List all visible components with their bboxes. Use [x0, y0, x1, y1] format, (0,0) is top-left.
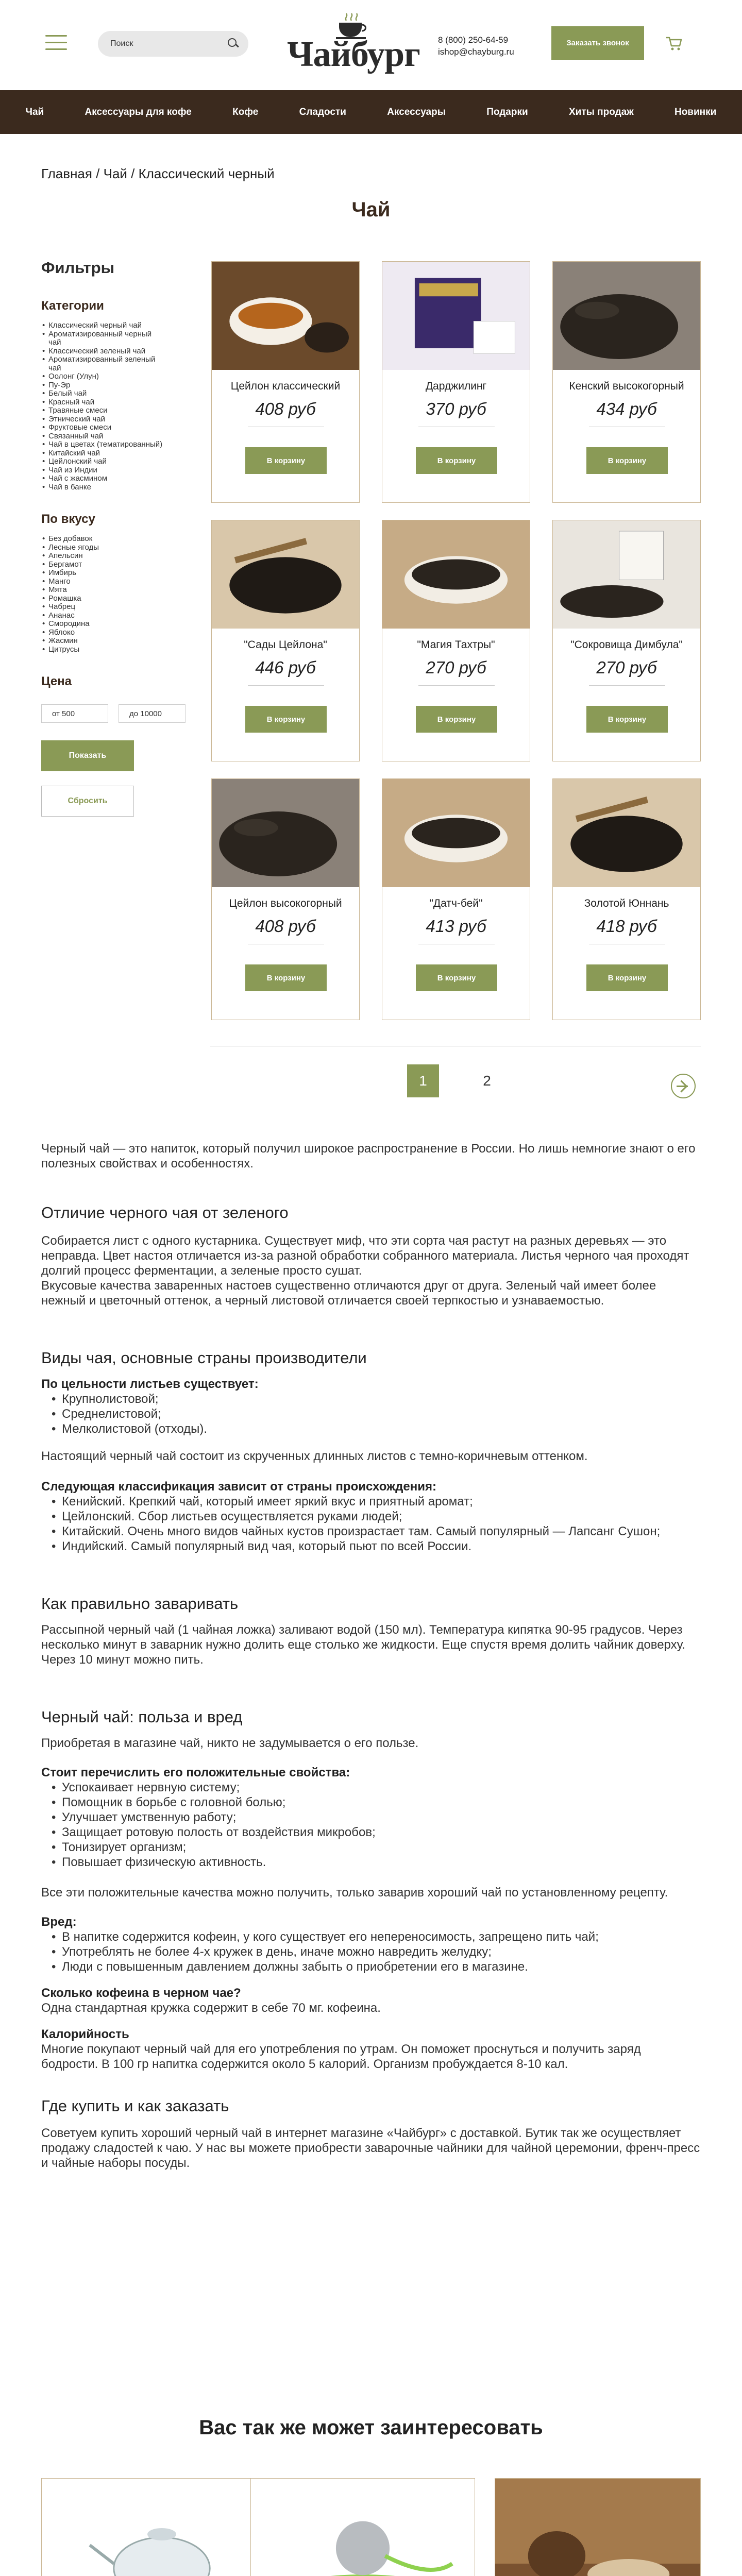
- article-paragraph: Все эти положительные качества можно получить, только заварив хороший чай по установленному рецепту.: [41, 1886, 668, 1900]
- product-image[interactable]: [212, 520, 359, 629]
- taste-item[interactable]: • Лесные ягоды: [41, 544, 165, 552]
- cat-item[interactable]: • Чай в цветах (тематированный): [41, 440, 165, 449]
- article-subheading: Стоит перечислить его положительные свойства:: [41, 1766, 350, 1780]
- add-to-cart-button[interactable]: В корзину: [586, 964, 668, 991]
- product-image[interactable]: [553, 262, 700, 370]
- article-subheading: По цельности листьев существует:: [41, 1377, 259, 1391]
- product-price: 418 руб: [596, 917, 657, 936]
- header: [0, 0, 742, 90]
- good-item: • Защищает ротовую полость от воздействия микробов;: [41, 1825, 701, 1840]
- product-price: 434 руб: [596, 399, 657, 418]
- product-name[interactable]: Кенский высокогорный: [569, 380, 684, 392]
- product-price: 370 руб: [426, 399, 486, 418]
- taste-list: [41, 535, 165, 654]
- article-paragraph: Рассыпной черный чай (1 чайная ложка) заливают водой (150 мл). Температура кипятка 90-95 градусов. Через несколько минут в заварник нужно долить еще столько же жидкости. Еще спустя время долить чайник доверху. Через 10 минут можно пить.: [41, 1623, 685, 1667]
- add-to-cart-button[interactable]: В корзину: [586, 447, 668, 474]
- article-paragraph: Одна стандартная кружка содержит в себе 70 мг. кофеина.: [41, 2001, 381, 2015]
- header-email[interactable]: ishop@chayburg.ru: [438, 47, 514, 57]
- article-heading: Виды чая, основные страны производители: [41, 1349, 367, 1367]
- product-card[interactable]: [382, 778, 530, 1020]
- product-price: 413 руб: [426, 917, 486, 936]
- product-name[interactable]: "Датч-бей": [429, 897, 483, 909]
- page-2-button[interactable]: 2: [483, 1073, 491, 1089]
- add-to-cart-button[interactable]: В корзину: [586, 706, 668, 733]
- article-paragraph: Настоящий черный чай состоит из скрученных длинных листов с темно-коричневым оттенком.: [41, 1449, 588, 1463]
- recommend-card[interactable]: [495, 2478, 701, 2576]
- product-card[interactable]: [382, 520, 530, 761]
- product-image[interactable]: [212, 779, 359, 887]
- product-image[interactable]: [382, 779, 530, 887]
- seo-article: [41, 1141, 701, 2171]
- next-page-arrow-icon[interactable]: [671, 1074, 696, 1098]
- recommend-card[interactable]: [250, 2478, 475, 2576]
- product-card[interactable]: [382, 261, 530, 503]
- search-input[interactable]: [110, 39, 228, 48]
- cat-item[interactable]: • Классический черный чай: [41, 321, 165, 330]
- cat-item[interactable]: • Чай из Индии: [41, 466, 165, 475]
- cat-item[interactable]: • Этнический чай: [41, 415, 165, 424]
- taste-item[interactable]: • Ананас: [41, 612, 165, 620]
- taste-item[interactable]: • Яблоко: [41, 629, 165, 637]
- article-heading: Отличие черного чая от зеленого: [41, 1204, 289, 1222]
- taste-item[interactable]: • Смородина: [41, 620, 165, 629]
- nav-item-sweets[interactable]: Сладости: [299, 106, 346, 117]
- product-price: 270 руб: [426, 658, 486, 677]
- search-icon[interactable]: [228, 38, 239, 49]
- taste-item[interactable]: • Жасмин: [41, 637, 165, 646]
- taste-item[interactable]: • Чабрец: [41, 603, 165, 612]
- product-name[interactable]: Цейлон классический: [230, 380, 341, 392]
- nav-item-coffee[interactable]: Кофе: [232, 106, 259, 117]
- product-image[interactable]: [382, 262, 530, 370]
- filters-panel: [41, 259, 165, 817]
- cat-item[interactable]: • Китайский чай: [41, 449, 165, 458]
- product-card[interactable]: [552, 778, 701, 1020]
- taste-item[interactable]: • Имбирь: [41, 569, 165, 578]
- country-list: [41, 1494, 701, 1554]
- article-paragraph: Многие покупают черный чай для его употребления по утрам. Он поможет проснуться и получить заряд бодрости. В 100 гр напитка содержится около 5 калорий. Организм пробуждается 8-10 кал.: [41, 2042, 641, 2071]
- article-paragraph: Вкусовые качества заваренных настоев существенно отличаются друг от друга. Зеленый чай имеет более нежный и цветочный оттенок, а черный листовой отличается своей терпкостью и узнаваемостью.: [41, 1279, 656, 1308]
- menu-icon[interactable]: [45, 35, 67, 52]
- price-to-input[interactable]: [119, 704, 185, 723]
- taste-item[interactable]: • Мята: [41, 586, 165, 595]
- logo[interactable]: [282, 11, 425, 78]
- show-button[interactable]: Показать: [41, 740, 134, 771]
- cat-item[interactable]: • Пу-Эр: [41, 381, 165, 390]
- good-item: • Тонизирует организм;: [41, 1840, 701, 1855]
- page-title: Чай: [351, 198, 391, 221]
- nav-item-coffee-accessories[interactable]: Аксессуары для кофе: [85, 106, 192, 117]
- article-paragraph: Приобретая в магазине чай, никто не задумывается о его пользе.: [41, 1736, 419, 1750]
- good-item: • Повышает физическую активность.: [41, 1855, 701, 1870]
- product-name[interactable]: "Сокровища Димбула": [570, 639, 683, 651]
- recommend-card[interactable]: [41, 2478, 282, 2576]
- article-heading: Где купить и как заказать: [41, 2097, 229, 2115]
- cat-item[interactable]: • Травяные смеси: [41, 406, 165, 415]
- product-card[interactable]: [211, 778, 360, 1020]
- product-image[interactable]: [212, 262, 359, 370]
- cat-item[interactable]: • Классический зеленый чай: [41, 347, 165, 356]
- product-card[interactable]: [552, 261, 701, 503]
- breadcrumb[interactable]: Главная / Чай / Классический черный: [41, 166, 275, 181]
- recommend-title: Вас так же может заинтересовать: [199, 2416, 543, 2439]
- article-heading: Черный чай: польза и вред: [41, 1708, 243, 1726]
- divider: [418, 685, 495, 686]
- nav-item-accessories[interactable]: Аксессуары: [387, 106, 446, 117]
- price-range: [41, 704, 165, 723]
- categories-list: [41, 321, 165, 492]
- harm-list: [41, 1929, 701, 1974]
- article-intro: Черный чай — это напиток, который получил широкое распространение в России. Но лишь немногие знают о его полезных свойствах и особенностях.: [41, 1142, 696, 1171]
- header-contacts: [438, 34, 514, 58]
- product-name[interactable]: "Магия Тахтры": [417, 639, 495, 651]
- cat-item[interactable]: • Чай с жасмином: [41, 474, 165, 483]
- add-to-cart-button[interactable]: В корзину: [245, 964, 327, 991]
- cat-item[interactable]: • Фруктовые смеси: [41, 423, 165, 432]
- cat-item[interactable]: • Красный чай: [41, 398, 165, 407]
- taste-item[interactable]: • Без добавок: [41, 535, 165, 544]
- reset-button[interactable]: Сбросить: [41, 786, 134, 817]
- add-to-cart-button[interactable]: В корзину: [416, 706, 497, 733]
- logo-text: Чайбург: [287, 35, 420, 74]
- article-subheading: Вред:: [41, 1915, 77, 1929]
- article-heading: Как правильно заваривать: [41, 1595, 239, 1613]
- categories-title: Категории: [41, 299, 104, 313]
- divider: [248, 685, 324, 686]
- product-image[interactable]: [382, 520, 530, 629]
- filters-title: Фильтры: [41, 259, 115, 277]
- benefits-list: [41, 1780, 701, 1870]
- cat-item[interactable]: • Белый чай: [41, 389, 165, 398]
- product-image[interactable]: [553, 520, 700, 629]
- good-item: • Улучшает умственную работу;: [41, 1810, 701, 1825]
- product-price: 408 руб: [255, 399, 316, 418]
- cat-item[interactable]: • Чай в банке: [41, 483, 165, 492]
- product-price: 270 руб: [596, 658, 657, 677]
- nav-item-bestsellers[interactable]: Хиты продаж: [568, 106, 634, 117]
- product-name[interactable]: Цейлон высокогорный: [229, 897, 342, 909]
- product-name[interactable]: Дарджилинг: [425, 380, 487, 392]
- cat-item[interactable]: • Ароматизированный зеленый чай: [41, 355, 165, 372]
- good-item: • Помощник в борьбе с головной болью;: [41, 1795, 701, 1810]
- taste-title: По вкусу: [41, 512, 95, 526]
- add-to-cart-button[interactable]: В корзину: [245, 706, 327, 733]
- cart-icon[interactable]: [666, 36, 682, 52]
- nav-item-tea[interactable]: Чай: [25, 106, 44, 117]
- leaf-item: • Крупнолистовой;: [41, 1392, 701, 1406]
- product-name[interactable]: Золотой Юннань: [584, 897, 669, 909]
- product-price: 446 руб: [255, 658, 316, 677]
- main-nav: [0, 90, 742, 134]
- harm-item: • В напитке содержится кофеин, у кого существует его непереносимость, запрещено пить чай;: [41, 1929, 701, 1944]
- product-image[interactable]: [42, 2479, 282, 2576]
- cat-item[interactable]: • Цейлонский чай: [41, 457, 165, 466]
- taste-item[interactable]: • Манго: [41, 578, 165, 586]
- good-item: • Успокаивает нервную систему;: [41, 1780, 701, 1795]
- leaf-item: • Среднелистовой;: [41, 1406, 701, 1421]
- taste-item[interactable]: • Ромашка: [41, 595, 165, 603]
- product-price: 408 руб: [255, 917, 316, 936]
- header-phone[interactable]: 8 (800) 250-64-59: [438, 35, 509, 45]
- country-item: • Индийский. Самый популярный вид чая, который пьют по всей России.: [41, 1539, 701, 1554]
- cat-item[interactable]: • Ароматизированный черный чай: [41, 330, 165, 347]
- product-card[interactable]: [211, 520, 360, 761]
- leaf-item: • Мелколистовой (отходы).: [41, 1421, 701, 1436]
- nav-item-new[interactable]: Новинки: [674, 106, 717, 117]
- harm-item: • Люди с повышенным давлением должны забыть о приобретении его в магазине.: [41, 1959, 701, 1974]
- product-card[interactable]: [211, 261, 360, 503]
- article-paragraph: Собирается лист с одного кустарника. Существует миф, что эти сорта чая растут на разных деревьях — это неправда. Цвет настоя отличается из-за разной обработки собранного материала. Листья черного чая проходят долгий процесс ферментации, а зеленые просто сушат.: [41, 1234, 689, 1278]
- page-1-button[interactable]: 1: [407, 1064, 439, 1097]
- taste-item[interactable]: • Цитрусы: [41, 646, 165, 654]
- taste-item[interactable]: • Бергамот: [41, 561, 165, 569]
- nav-item-gifts[interactable]: Подарки: [486, 106, 528, 117]
- product-image[interactable]: [495, 2479, 700, 2576]
- add-to-cart-button[interactable]: В корзину: [416, 964, 497, 991]
- cat-item[interactable]: • Связанный чай: [41, 432, 165, 441]
- article-paragraph: Советуем купить хороший черный чай в интернет магазине «Чайбург» с доставкой. Бутик так же осуществляет продажу сладостей к чаю. У нас вы можете приобрести заварочные чайники для чайной церемонии, френч-пресс и чайные наборы посуды.: [41, 2126, 700, 2170]
- price-title: Цена: [41, 674, 72, 688]
- product-image[interactable]: [553, 779, 700, 887]
- country-item: • Кенийский. Крепкий чай, который имеет яркий вкус и приятный аромат;: [41, 1494, 701, 1509]
- article-subheading: Сколько кофеина в черном чае?: [41, 1986, 241, 2000]
- product-image[interactable]: [251, 2479, 475, 2576]
- product-name[interactable]: "Сады Цейлона": [244, 639, 327, 651]
- article-subheading: Следующая классификация зависит от страны происхождения:: [41, 1480, 436, 1494]
- call-request-button[interactable]: Заказать звонок: [551, 26, 644, 60]
- harm-item: • Употреблять не более 4-х кружек в день, иначе можно навредить желудку;: [41, 1944, 701, 1959]
- leaf-types-list: [41, 1392, 701, 1436]
- cat-item[interactable]: • Оолонг (Улун): [41, 372, 165, 381]
- product-card[interactable]: [552, 520, 701, 761]
- add-to-cart-button[interactable]: В корзину: [416, 447, 497, 474]
- divider: [589, 685, 665, 686]
- country-item: • Китайский. Очень много видов чайных кустов произрастает там. Самый популярный — Лапсанг Сушон;: [41, 1524, 701, 1539]
- taste-item[interactable]: • Апельсин: [41, 552, 165, 561]
- add-to-cart-button[interactable]: В корзину: [245, 447, 327, 474]
- search-box: [98, 31, 248, 57]
- price-from-input[interactable]: [41, 704, 108, 723]
- article-subheading: Калорийность: [41, 2027, 129, 2041]
- product-grid: [211, 261, 701, 1020]
- country-item: • Цейлонский. Сбор листьев осуществляется руками людей;: [41, 1509, 701, 1524]
